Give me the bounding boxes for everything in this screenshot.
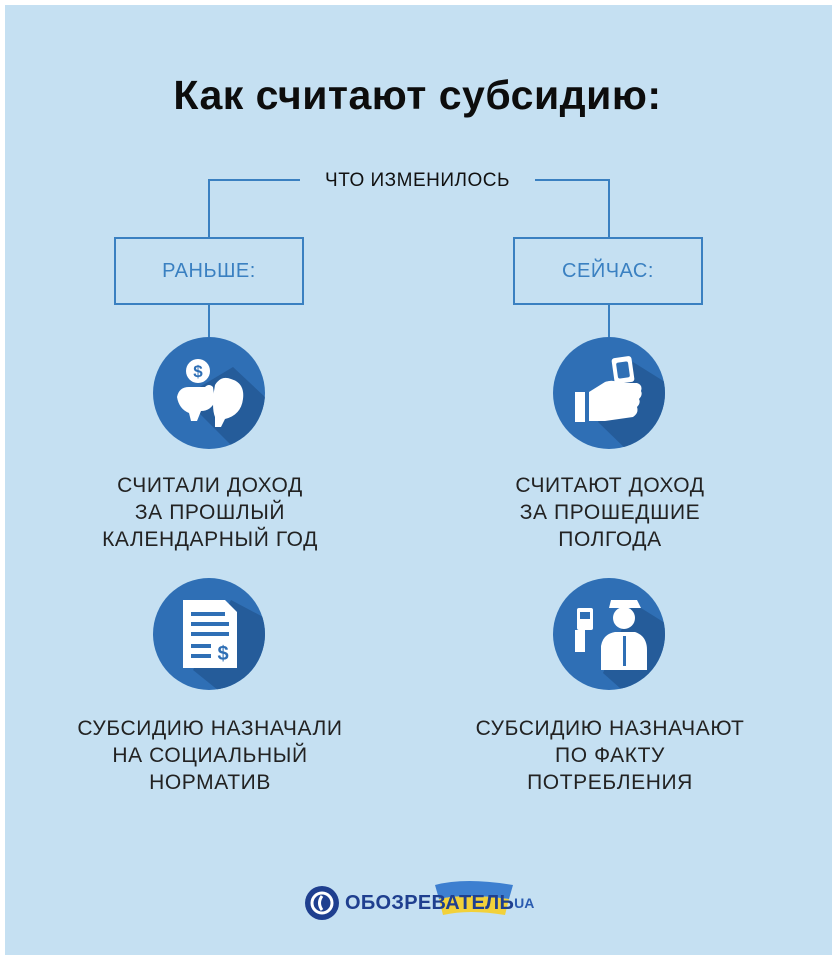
connector-left-to-circle xyxy=(208,305,210,337)
connector-top-right xyxy=(530,179,610,181)
description-line: СУБСИДИЮ НАЗНАЧАЛИ xyxy=(77,717,343,740)
invoice-document-icon xyxy=(153,578,265,690)
description-before-subsidy xyxy=(45,715,375,796)
description-line: КАЛЕНДАРНЫЙ ГОД xyxy=(102,528,318,551)
column-header-before: РАНЬШЕ: xyxy=(114,237,304,305)
description-line: НА СОЦИАЛЬНЫЙ xyxy=(112,744,308,767)
hand-with-money-icon xyxy=(553,337,665,449)
description-line: СУБСИДИЮ НАЗНАЧАЮТ xyxy=(475,717,745,740)
description-line: ЗА ПРОШЕДШИЕ xyxy=(519,501,701,524)
page-title: Как считают субсидию: xyxy=(173,72,662,118)
obozrevatel-logo xyxy=(305,885,534,921)
svg-text:$: $ xyxy=(193,362,203,381)
description-line: ПО ФАКТУ xyxy=(555,744,665,767)
coin-piggy-bank-icon xyxy=(153,337,265,449)
svg-text:$: $ xyxy=(217,643,229,665)
logo-text: ОБОЗРЕВАТЕЛЬ xyxy=(345,891,515,914)
description-line: ПОТРЕБЛЕНИЯ xyxy=(527,771,693,794)
description-line: СЧИТАЮТ ДОХОД xyxy=(515,474,705,497)
column-header-now: СЕЙЧАС: xyxy=(513,237,703,305)
description-line: СЧИТАЛИ ДОХОД xyxy=(117,474,303,497)
description-line: НОРМАТИВ xyxy=(149,771,271,794)
root-label: ЧТО ИЗМЕНИЛОСЬ xyxy=(300,170,535,192)
connector-left-down xyxy=(208,179,210,237)
description-before-income xyxy=(45,472,375,553)
description-now-income xyxy=(445,472,775,553)
description-line: ЗА ПРОШЛЫЙ xyxy=(134,501,286,524)
globe-logo-icon xyxy=(305,886,339,920)
connector-right-to-circle xyxy=(608,305,610,337)
inspector-officer-icon xyxy=(553,578,665,690)
description-line: ПОЛГОДА xyxy=(558,528,662,551)
connector-top-left xyxy=(208,179,303,181)
connector-right-down xyxy=(608,179,610,237)
description-now-subsidy xyxy=(445,715,775,796)
logo-suffix: UA xyxy=(514,895,535,911)
